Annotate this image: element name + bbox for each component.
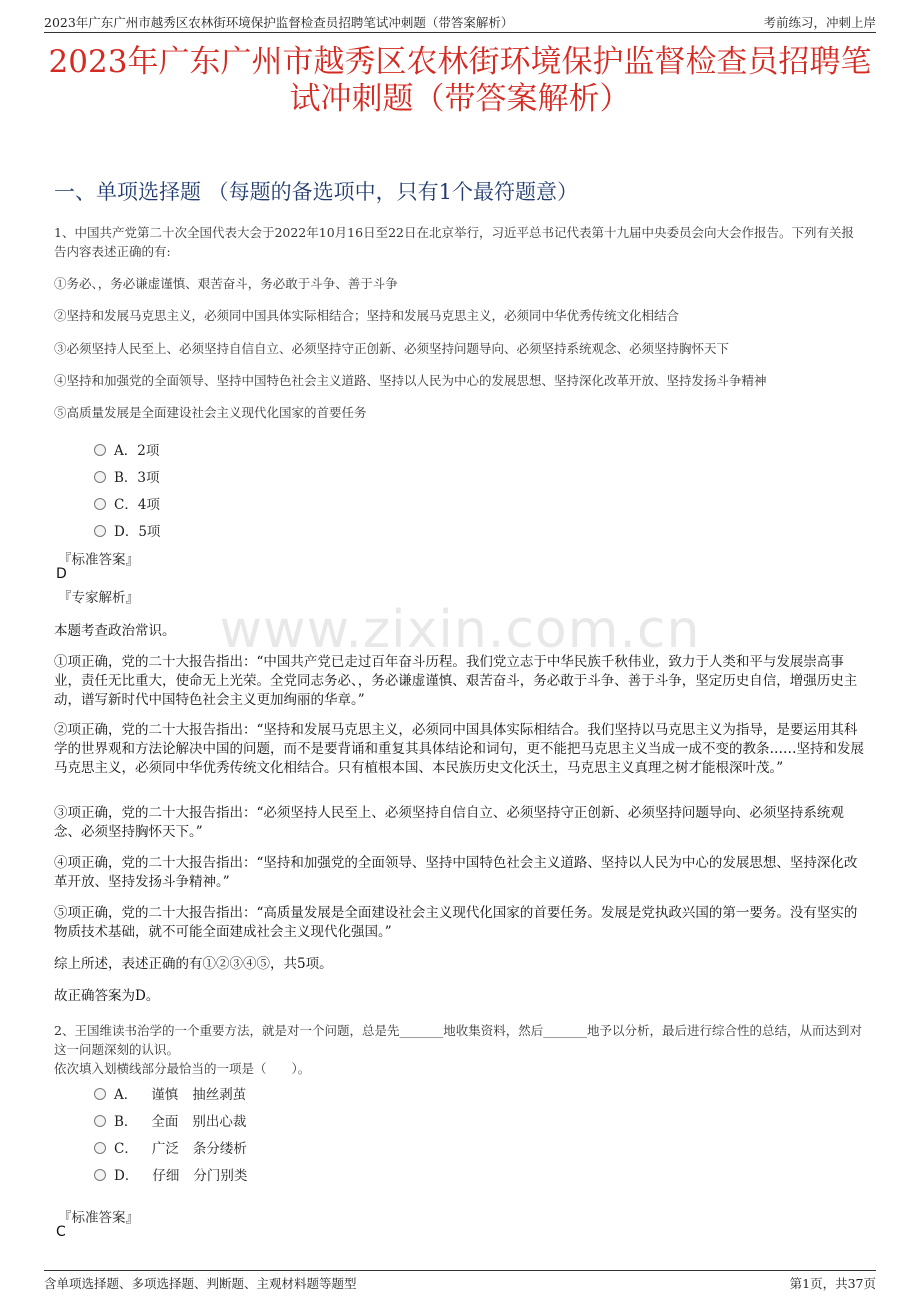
analysis-summary: 综上所述，表述正确的有①②③④⑤，共5项。 bbox=[54, 956, 333, 972]
question-1-answer: D bbox=[56, 566, 67, 582]
analysis-paragraph: ④项正确，党的二十大报告指出：“坚持和加强党的全面领导、坚持中国特色社会主义道路、坚持以人民为中心的发展思想、坚持深化改革开放、坚持发扬斗争精神。” bbox=[54, 855, 858, 890]
question-2-option-a[interactable]: A． 谨慎 抽丝剥茧 bbox=[94, 1083, 246, 1103]
question-1-option-b[interactable]: B．3项 bbox=[94, 466, 160, 486]
header-slogan: 考前练习，冲刺上岸 bbox=[763, 15, 876, 30]
page-footer bbox=[44, 1270, 876, 1291]
radio-button[interactable] bbox=[94, 1169, 106, 1181]
question-1-option-c[interactable]: C．4项 bbox=[94, 493, 160, 513]
page-header bbox=[44, 10, 876, 33]
analysis-paragraph: ①项正确，党的二十大报告指出：“中国共产党已走过百年奋斗历程。我们党立志于中华民族千秋伟业，致力于人类和平与发展崇高事业，责任无比重大，使命无上光荣。全党同志务必、，务必谦虚谨慎、艰苦奋斗，务必敢于斗争、善于斗争，坚定历史自信，增强历史主动，谱写新时代中国特色社会主义更加绚丽的华章。” bbox=[54, 654, 858, 708]
question-2-option-c[interactable]: C． 广泛 条分缕析 bbox=[94, 1137, 247, 1157]
radio-button[interactable] bbox=[94, 1115, 106, 1127]
question-2-answer-tag: 『标准答案』 bbox=[58, 1210, 139, 1226]
question-1-answer-tag: 『标准答案』 bbox=[58, 552, 139, 568]
document-title: 2023年广东广州市越秀区农林街环境保护监督检查员招聘笔试冲刺题（带答案解析） bbox=[48, 44, 872, 117]
radio-button[interactable] bbox=[94, 498, 106, 510]
radio-button[interactable] bbox=[94, 1088, 106, 1100]
question-1-stem: 1、中国共产党第二十次全国代表大会于2022年10月16日至22日在北京举行，习近平总书记代表第十九届中央委员会向大会作报告。下列有关报告内容表述正确的有: bbox=[54, 225, 854, 259]
page-number: 第1页，共37页 bbox=[789, 1276, 876, 1291]
footer-question-types: 含单项选择题、多项选择题、判断题、主观材料题等题型 bbox=[44, 1276, 357, 1291]
question-1-item-1: ①务必、，务必谦虚谨慎、艰苦奋斗，务必敢于斗争、善于斗争 bbox=[54, 276, 398, 291]
question-1-item-2: ②坚持和发展马克思主义，必须同中国具体实际相结合；坚持和发展马克思主义，必须同中华优秀传统文化相结合 bbox=[54, 308, 680, 323]
analysis-conclusion: 故正确答案为D。 bbox=[54, 988, 160, 1004]
radio-button[interactable] bbox=[94, 471, 106, 483]
question-2-stem: 2、王国维读书治学的一个重要方法，就是对一个问题，总是先_______地收集资料，然后_______地予以分析，最后进行综合性的总结，从而达到对这一问题深刻的认识。 bbox=[54, 1023, 862, 1057]
analysis-paragraph: 本题考查政治常识。 bbox=[54, 623, 176, 639]
question-2-answer: C bbox=[56, 1224, 66, 1240]
radio-button[interactable] bbox=[94, 525, 106, 537]
question-1-item-4: ④坚持和加强党的全面领导、坚持中国特色社会主义道路、坚持以人民为中心的发展思想、坚持深化改革开放、坚持发扬斗争精神 bbox=[54, 373, 767, 388]
question-1-item-3: ③必须坚持人民至上、必须坚持自信自立、必须坚持守正创新、必须坚持问题导向、必须坚持系统观念、必须坚持胸怀天下 bbox=[54, 341, 730, 356]
question-1-option-a[interactable]: A．2项 bbox=[94, 439, 159, 459]
analysis-paragraph: ⑤项正确，党的二十大报告指出：“高质量发展是全面建设社会主义现代化国家的首要任务。发展是党执政兴国的第一要务。没有坚实的物质技术基础，就不可能全面建成社会主义现代化强国。” bbox=[54, 905, 858, 940]
watermark: www.zixin.com.cn bbox=[219, 600, 701, 660]
header-doc-title: 2023年广东广州市越秀区农林街环境保护监督检查员招聘笔试冲刺题（带答案解析） bbox=[44, 15, 514, 30]
radio-button[interactable] bbox=[94, 1142, 106, 1154]
question-2-option-d[interactable]: D． 仔细 分门别类 bbox=[94, 1164, 247, 1184]
radio-button[interactable] bbox=[94, 444, 106, 456]
question-2-instruction: 依次填入划横线部分最恰当的一项是（ ）。 bbox=[54, 1061, 311, 1076]
question-1-item-5: ⑤高质量发展是全面建设社会主义现代化国家的首要任务 bbox=[54, 405, 367, 420]
analysis-paragraph: ③项正确，党的二十大报告指出：“必须坚持人民至上、必须坚持自信自立、必须坚持守正创新、必须坚持问题导向、必须坚持系统观念、必须坚持胸怀天下。” bbox=[54, 805, 844, 840]
analysis-paragraph: ②项正确，党的二十大报告指出：“坚持和发展马克思主义，必须同中国具体实际相结合。我们坚持以马克思主义为指导，是要运用其科学的世界观和方法论解决中国的问题，而不是要背诵和重复其具体结论和词句，更不能把马克思主义当成一成不变的教条……坚持和发展马克思主义，必须同中华优秀传统文化相结合。只有植根本国、本民族历史文化沃土，马克思主义真理之树才能根深叶茂。” bbox=[54, 722, 864, 776]
section-heading: 一、单项选择题 （每题的备选项中，只有1个最符题意） bbox=[54, 180, 579, 204]
question-1-analysis-tag: 『专家解析』 bbox=[58, 590, 139, 606]
question-2-option-b[interactable]: B． 全面 别出心裁 bbox=[94, 1110, 246, 1130]
question-1-option-d[interactable]: D．5项 bbox=[94, 520, 160, 540]
